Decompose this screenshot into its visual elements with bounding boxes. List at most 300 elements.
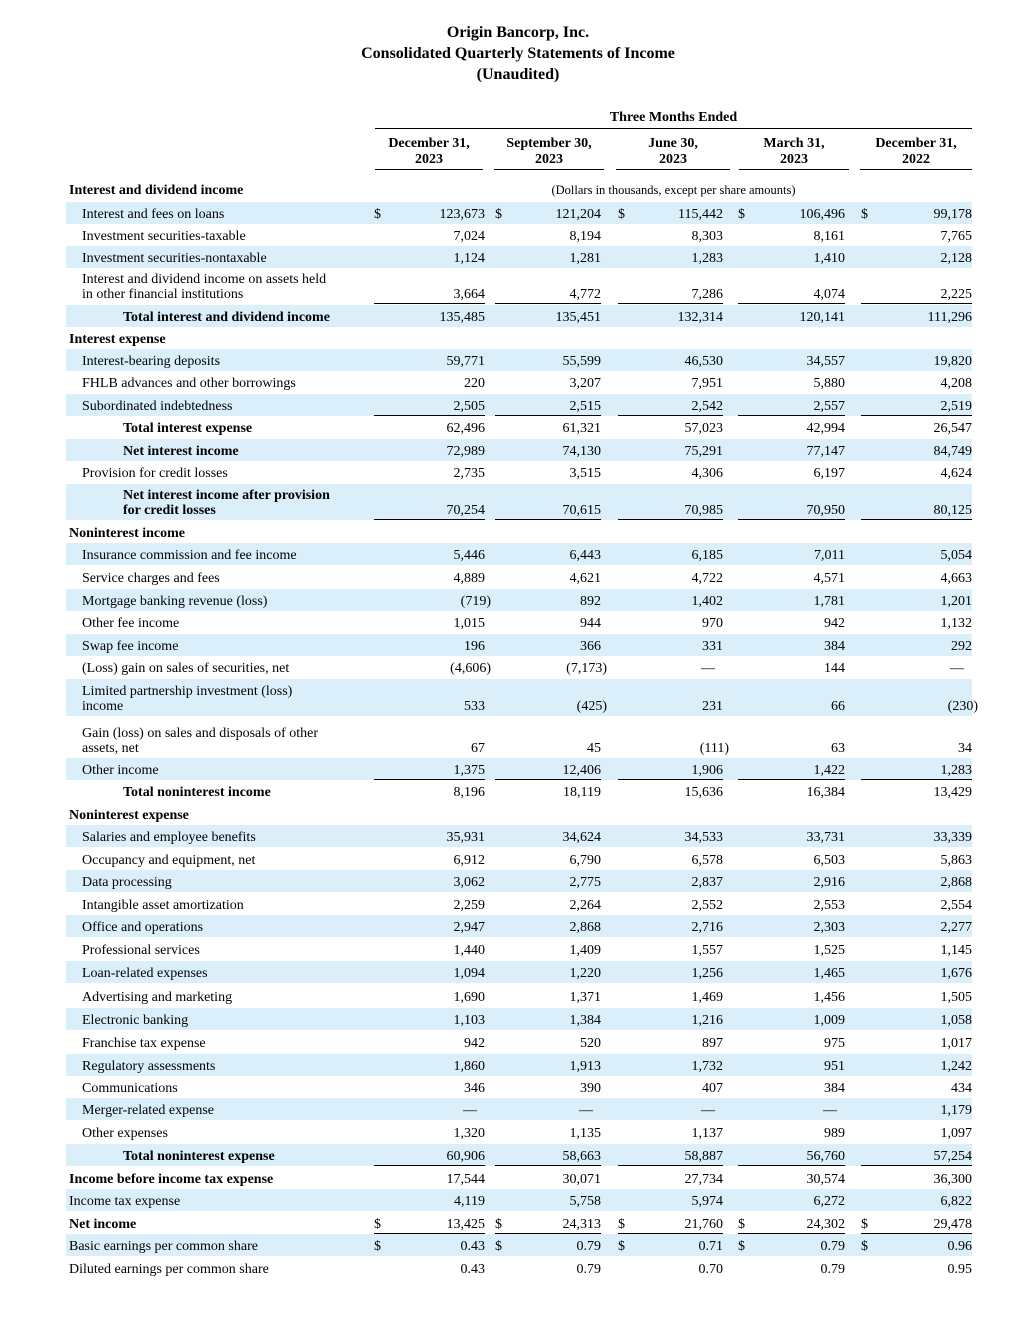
cell-value: 2,259 [453,898,485,913]
cell-value: 16,384 [806,785,845,800]
cell-value: 1,440 [453,943,485,958]
column-header-year: 2023 [659,152,687,167]
cell-value: 1,179 [940,1103,972,1118]
cell-value: 1,469 [691,990,723,1005]
currency-symbol: $ [738,1217,745,1232]
cell-value: 1,137 [691,1126,723,1141]
cell-value: 19,820 [933,354,972,369]
total-rule [618,1165,723,1166]
cell-value: 33,339 [933,830,972,845]
row-label: Mortgage banking revenue (loss) [82,594,268,609]
cell-value: 7,951 [691,376,723,391]
cell-value: 72,989 [446,444,485,459]
cell-value: 5,446 [453,548,485,563]
row-label [82,272,326,302]
cell-value: 57,023 [684,421,723,436]
cell-value: 8,161 [813,229,845,244]
cell-value: 59,771 [446,354,485,369]
cell-value: 15,636 [684,785,723,800]
cell-value: 2,264 [569,898,601,913]
currency-symbol: $ [495,207,502,222]
table-row-diluted-earnings-per-common-share [66,1257,972,1279]
cell-value: 196 [464,639,485,654]
row-label: Professional services [82,943,200,958]
cell-value: 3,207 [569,376,601,391]
cell-value: 1,283 [691,251,723,266]
row-label: Subordinated indebtedness [82,399,233,414]
row-label: Other fee income [82,616,180,631]
row-label: Basic earnings per common share [69,1239,258,1254]
table-row-basic-earnings-per-common-share [66,1234,972,1256]
cell-value: 13,425 [446,1217,485,1232]
cell-value: — [701,1103,715,1118]
table-row-communications [66,1076,972,1098]
cell-value: 6,912 [453,853,485,868]
total-rule [618,303,723,304]
row-label: Other expenses [82,1126,168,1141]
cell-value: 1,676 [940,966,972,981]
cell-value: 1,220 [569,966,601,981]
table-row-total-interest-expense [66,416,972,438]
row-label-line: for credit losses [123,503,216,518]
cell-value: 1,505 [940,990,972,1005]
cell-value: 0.43 [460,1262,485,1277]
period-group-header: Three Months Ended [375,110,972,129]
cell-value: 4,722 [691,571,723,586]
table-row-intangible-asset-amortization [66,893,972,915]
currency-symbol: $ [861,1217,868,1232]
cell-value: 1,135 [569,1126,601,1141]
cell-value: 3,664 [453,287,485,302]
row-label: FHLB advances and other borrowings [82,376,296,391]
cell-value: 30,574 [806,1172,845,1187]
cell-value: 2,505 [453,399,485,414]
row-label-line: assets, net [82,741,139,756]
currency-symbol: $ [738,207,745,222]
row-label: Investment securities-taxable [82,229,246,244]
table-row-other-expenses [66,1121,972,1143]
cell-value: 0.96 [947,1239,972,1254]
currency-symbol: $ [618,207,625,222]
cell-value: 1,201 [940,594,972,609]
currency-symbol: $ [861,1239,868,1254]
cell-value: 84,749 [933,444,972,459]
table-row-other-income [66,758,972,780]
row-label: Total noninterest income [123,785,271,800]
cell-value: 0.70 [698,1262,723,1277]
column-header-5 [860,136,972,170]
table-row-salaries-and-employee-benefits [66,825,972,847]
cell-value: 1,145 [940,943,972,958]
row-label: Total interest and dividend income [123,310,330,325]
cell-value: 434 [951,1081,972,1096]
cell-value: 1,525 [813,943,845,958]
total-rule [374,1165,485,1166]
cell-value: 6,503 [813,853,845,868]
cell-value: 942 [824,616,845,631]
table-row-data-processing [66,870,972,892]
row-label-line: in other financial institutions [82,287,244,302]
cell-value: 74,130 [562,444,601,459]
cell-value: 4,074 [813,287,845,302]
row-label: Net interest income [123,444,239,459]
cell-value: 120,141 [799,310,845,325]
cell-value: 1,456 [813,990,845,1005]
currency-symbol: $ [618,1217,625,1232]
cell-value: 2,303 [813,920,845,935]
cell-value: 66 [831,699,845,714]
row-label: Salaries and employee benefits [82,830,256,845]
table-row-occupancy-and-equipment-net [66,848,972,870]
cell-value: 4,624 [940,466,972,481]
cell-value: 29,478 [933,1217,972,1232]
cell-value: 2,277 [940,920,972,935]
total-rule [861,519,972,520]
cell-value: 1,058 [940,1013,972,1028]
cell-value: 5,054 [940,548,972,563]
units-note: (Dollars in thousands, except per share amounts) [551,183,796,197]
cell-value: 17,544 [446,1172,485,1187]
cell-value: 2,515 [569,399,601,414]
report-titles [0,22,1016,85]
table-row-investment-securities-nontaxable [66,246,972,268]
table-row-total-noninterest-expense [66,1144,972,1166]
cell-value: 2,947 [453,920,485,935]
column-header-year: 2023 [415,152,443,167]
cell-value: 1,320 [453,1126,485,1141]
row-label-line: Net interest income after provision [123,488,330,503]
cell-value: 62,496 [446,421,485,436]
cell-value: 26,547 [933,421,972,436]
row-label-line: income [82,699,124,714]
table-row-subordinated-indebtedness [66,394,972,416]
cell-value: (719) [460,594,491,609]
cell-value: 24,302 [806,1217,845,1232]
cell-value: 407 [702,1081,723,1096]
cell-value: 1,242 [940,1059,972,1074]
table-row-advertising-and-marketing [66,985,972,1007]
cell-value: 80,125 [933,503,972,518]
cell-value: 21,760 [684,1217,723,1232]
cell-value: (425) [576,699,607,714]
table-row-limited-partnership-investment-loss [66,679,978,716]
cell-value: 384 [824,1081,845,1096]
row-label-line: Gain (loss) on sales and disposals of other [82,726,319,741]
cell-value: 1,017 [940,1036,972,1051]
cell-value: 0.79 [820,1262,845,1277]
column-header-year: 2022 [902,152,930,167]
currency-symbol: $ [374,1217,381,1232]
cell-value: 7,765 [940,229,972,244]
currency-symbol: $ [495,1239,502,1254]
cell-value: 1,009 [813,1013,845,1028]
column-header-3 [616,136,730,170]
table-row-noninterest-income [66,521,358,543]
table-row-swap-fee-income [66,634,972,656]
cell-value: 27,734 [684,1172,723,1187]
cell-value: 975 [824,1036,845,1051]
cell-value: 46,530 [684,354,723,369]
company-name: Origin Bancorp, Inc. [446,24,590,41]
total-rule [495,1165,601,1166]
column-header-4 [739,136,849,170]
cell-value: 45 [587,741,601,756]
table-row-interest-expense [66,327,358,349]
cell-value: 6,197 [813,466,845,481]
cell-value: 99,178 [933,207,972,222]
cell-value: 35,931 [446,830,485,845]
row-label [82,726,318,756]
cell-value: 220 [464,376,485,391]
row-label: Electronic banking [82,1013,189,1028]
table-row-total-interest-and-dividend-income [66,305,972,327]
cell-value: 0.43 [460,1239,485,1254]
cell-value: 4,208 [940,376,972,391]
cell-value: 942 [464,1036,485,1051]
cell-value: 18,119 [563,785,601,800]
row-label: Office and operations [82,920,204,935]
statement-title: Consolidated Quarterly Statements of Income [361,45,675,62]
cell-value: 1,913 [569,1059,601,1074]
cell-value: 2,519 [940,399,972,414]
cell-value: 34 [958,741,972,756]
cell-value: 2,837 [691,875,723,890]
total-rule [618,519,723,520]
row-label: Provision for credit losses [82,466,228,481]
row-label-line: Limited partnership investment (loss) [82,684,293,699]
table-row-investment-securities-taxable [66,224,972,246]
cell-value: 2,916 [813,875,845,890]
cell-value: 1,557 [691,943,723,958]
row-label: Service charges and fees [82,571,220,586]
row-label: Investment securities-nontaxable [82,251,267,266]
row-label: Income before income tax expense [69,1172,274,1187]
cell-value: 2,225 [940,287,972,302]
cell-value: 106,496 [799,207,845,222]
cell-value: 2,553 [813,898,845,913]
cell-value: 1,283 [940,763,972,778]
cell-value: (4,606) [450,661,491,676]
row-label [123,488,330,518]
cell-value: 520 [580,1036,601,1051]
cell-value: 2,775 [569,875,601,890]
cell-value: 1,256 [691,966,723,981]
cell-value: 331 [702,639,723,654]
statement-subtitle: (Unaudited) [476,66,560,83]
cell-value: 2,716 [691,920,723,935]
table-row-loan-related-expenses [66,961,972,983]
cell-value: 1,409 [569,943,601,958]
table-row-interest-and-dividend-income-on-assets-held [66,268,972,304]
table-row-loss-gain-on-sales-of-securities-net [66,656,972,678]
cell-value: 951 [824,1059,845,1074]
total-rule [374,519,485,520]
cell-value: 1,422 [813,763,845,778]
cell-value: 121,204 [555,207,601,222]
table-row-net-interest-income [66,439,972,461]
cell-value: 4,663 [940,571,972,586]
cell-value: 36,300 [933,1172,972,1187]
row-label: Occupancy and equipment, net [82,853,256,868]
cell-value: 390 [580,1081,601,1096]
row-label: Interest-bearing deposits [82,354,221,369]
column-header-1 [375,136,483,170]
cell-value: 144 [824,661,845,676]
cell-value: 1,375 [453,763,485,778]
cell-value: 55,599 [562,354,601,369]
row-label: Total noninterest expense [123,1149,275,1164]
cell-value: 2,557 [813,399,845,414]
row-label: Advertising and marketing [82,990,233,1005]
row-label: Communications [82,1081,178,1096]
cell-value: 4,119 [454,1194,485,1209]
cell-value: 70,615 [562,503,601,518]
total-rule [861,303,972,304]
cell-value: 2,868 [569,920,601,935]
cell-value: 4,306 [691,466,723,481]
cell-value: 989 [824,1126,845,1141]
column-header-period: September 30, [506,136,592,151]
cell-value: 6,272 [813,1194,845,1209]
row-label: Swap fee income [82,639,179,654]
cell-value: 1,216 [691,1013,723,1028]
cell-value: 61,321 [562,421,601,436]
cell-value: 13,429 [933,785,972,800]
cell-value: 135,451 [555,310,601,325]
table-row-interest-bearing-deposits [66,349,972,371]
table-row-total-noninterest-income [66,780,972,802]
row-label: (Loss) gain on sales of securities, net [82,661,290,676]
cell-value: 366 [580,639,601,654]
total-rule [374,303,485,304]
row-label [82,684,292,714]
total-rule [738,519,845,520]
table-row-net-interest-income-after-provision [66,484,972,520]
table-row-electronic-banking [66,1008,972,1030]
cell-value: 6,578 [691,853,723,868]
cell-value: 5,974 [691,1194,723,1209]
row-label: Noninterest income [69,526,185,541]
total-rule [861,1165,972,1166]
cell-value: (111) [699,741,729,756]
cell-value: 1,281 [569,251,601,266]
cell-value: 75,291 [684,444,723,459]
cell-value: 6,185 [691,548,723,563]
cell-value: 292 [951,639,972,654]
cell-value: 1,465 [813,966,845,981]
cell-value: 2,552 [691,898,723,913]
cell-value: 34,533 [684,830,723,845]
cell-value: 1,690 [453,990,485,1005]
cell-value: 4,621 [569,571,601,586]
cell-value: (230) [947,699,978,714]
row-label: Data processing [82,875,172,890]
table-row-income-tax-expense [66,1189,972,1211]
cell-value: 12,406 [562,763,601,778]
cell-value: — [579,1103,593,1118]
cell-value: 1,906 [691,763,723,778]
cell-value: 30,071 [562,1172,601,1187]
cell-value: 58,887 [684,1149,723,1164]
cell-value: 1,384 [569,1013,601,1028]
table-row-interest-and-fees-on-loans [66,202,972,224]
cell-value: 1,015 [453,616,485,631]
cell-value: 0.71 [698,1239,723,1254]
row-label: Merger-related expense [82,1103,215,1118]
cell-value: 0.79 [576,1239,601,1254]
cell-value: 2,868 [940,875,972,890]
cell-value: 34,557 [806,354,845,369]
cell-value: — [950,661,964,676]
cell-value: 1,097 [940,1126,972,1141]
row-label: Income tax expense [69,1194,181,1209]
cell-value: 897 [702,1036,723,1051]
column-header-year: 2023 [535,152,563,167]
cell-value: 533 [464,699,485,714]
cell-value: 7,286 [691,287,723,302]
row-label: Interest and dividend income [69,183,244,198]
table-row-mortgage-banking-revenue-loss [66,589,972,611]
cell-value: — [463,1103,477,1118]
cell-value: 231 [702,699,723,714]
column-header-period: December 31, [388,136,470,151]
cell-value: 8,303 [691,229,723,244]
cell-value: 34,624 [562,830,601,845]
total-rule [738,1165,845,1166]
cell-value: 135,485 [439,310,485,325]
cell-value: 5,758 [569,1194,601,1209]
table-row-other-fee-income [66,611,972,633]
total-rule [738,303,845,304]
table-row-franchise-tax-expense [66,1031,972,1053]
cell-value: 346 [464,1081,485,1096]
row-label: Diluted earnings per common share [69,1262,269,1277]
table-row-insurance-commission-and-fee-income [66,543,972,565]
cell-value: 1,410 [813,251,845,266]
cell-value: — [701,661,715,676]
cell-value: 1,124 [453,251,485,266]
cell-value: 7,024 [453,229,485,244]
cell-value: 2,542 [691,399,723,414]
row-label-line: Interest and dividend income on assets held [82,272,327,287]
cell-value: 4,772 [569,287,601,302]
cell-value: 57,254 [933,1149,972,1164]
row-label: Insurance commission and fee income [82,548,297,563]
cell-value: 132,314 [677,310,723,325]
cell-value: 2,128 [940,251,972,266]
table-row-fhlb-advances-and-other-borrowings [66,371,972,393]
currency-symbol: $ [861,207,868,222]
row-label: Interest expense [69,332,166,347]
cell-value: 6,443 [569,548,601,563]
cell-value: 70,985 [684,503,723,518]
table-row-regulatory-assessments [66,1054,972,1076]
currency-symbol: $ [738,1239,745,1254]
cell-value: 1,402 [691,594,723,609]
cell-value: 0.79 [576,1262,601,1277]
cell-value: 3,515 [569,466,601,481]
cell-value: 60,906 [446,1149,485,1164]
table-row-office-and-operations [66,915,972,937]
currency-symbol: $ [618,1239,625,1254]
cell-value: 1,732 [691,1059,723,1074]
table-row-income-before-income-tax-expense [66,1167,972,1189]
cell-value: 56,760 [806,1149,845,1164]
cell-value: 2,554 [940,898,972,913]
table-row-net-income [66,1212,972,1234]
total-rule [495,519,601,520]
column-header-2 [494,136,604,170]
